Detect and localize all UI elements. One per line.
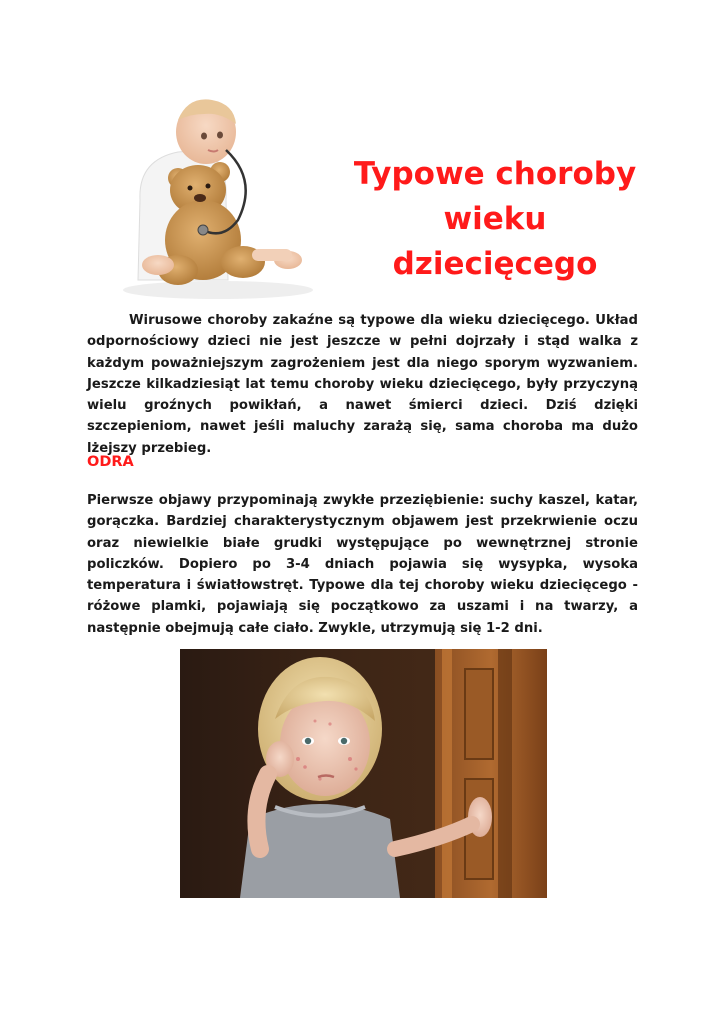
page-title bbox=[345, 152, 645, 287]
intro-paragraph: Wirusowe choroby zakaźne są typowe dla wieku dziecięcego. Układ odpornościowy dzieci nie jest jeszcze w pełni dojrzały i stąd walka z każdym poważniejszym zagrożeniem jest dla niego sporym wyzwaniem. Jeszcze kilkadziesiąt lat temu choroby wieku dziecięcego, były przyczyną wielu groźnych powikłań, a nawet śmierci dzieci. Dziś dzięki szczepieniom, nawet jeśli maluchy zarażą się, sama choroba ma dużo lżejszy przebieg. bbox=[87, 313, 638, 456]
title-line: dziecięcego bbox=[392, 246, 598, 282]
baby-with-teddy-bear-photo bbox=[108, 90, 313, 305]
title-line: Typowe choroby bbox=[353, 156, 637, 192]
section-heading-odra: ODRA bbox=[87, 454, 134, 470]
title-line: wieku bbox=[443, 201, 547, 237]
sick-child-photo bbox=[180, 649, 547, 898]
section-paragraph-odra: Pierwsze objawy przypominają zwykłe przeziębienie: suchy kaszel, katar, gorączka. Bardziej charakterystycznym objawem jest przekrwienie oczu oraz niewielkie białe grudki występujące po wewnętrznej stronie policzków. Dopiero po 3-4 dniach pojawia się wysypka, wysoka temperatura i światłowstręt. Typowe dla tej choroby wieku dziecięcego - różowe plamki, pojawiają się początkowo za uszami i na twarzy, a następnie obejmują całe ciało. Zwykle, utrzymują się 1-2 dni. bbox=[87, 493, 638, 636]
